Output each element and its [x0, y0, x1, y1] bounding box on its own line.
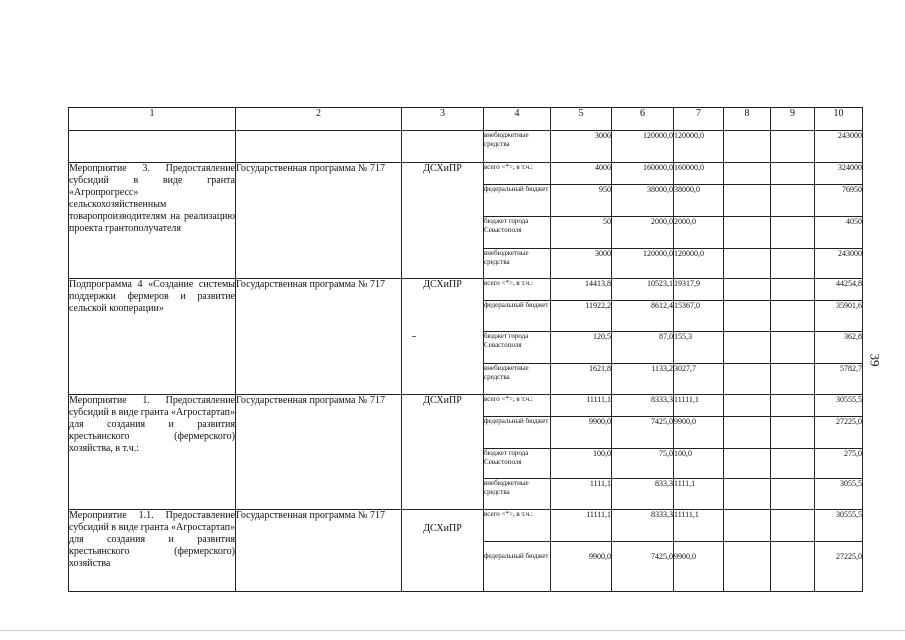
- value-col-7: 19317,9: [674, 279, 724, 301]
- value-col-9: [771, 249, 815, 279]
- value-col-10: 275,0: [815, 449, 863, 479]
- value-col-7: 3027,7: [674, 364, 724, 395]
- value-col-7: 2000,0: [674, 217, 724, 249]
- value-col-6: 7425,0: [612, 417, 674, 449]
- value-col-6: 8333,3: [612, 510, 674, 542]
- value-col-9: [771, 185, 815, 217]
- value-col-10: 4050: [815, 217, 863, 249]
- value-col-8: [724, 185, 771, 217]
- value-col-10: 35901,6: [815, 301, 863, 332]
- value-col-8: [724, 217, 771, 249]
- value-col-6: 87,0: [612, 332, 674, 364]
- header-col-1: 1: [69, 108, 236, 131]
- value-col-9: [771, 542, 815, 592]
- activity-name: Мероприятие 1.1. Предоставление субсидий в виде гранта «Агростартап» для создания и развития крестьянского (фермерского) хозяйства: [69, 510, 236, 592]
- value-col-6: 1133,2: [612, 364, 674, 395]
- funding-source: федеральный бюджет: [484, 542, 551, 592]
- value-col-7: 155,3: [674, 332, 724, 364]
- value-col-5: 100,0: [551, 449, 612, 479]
- budget-table: [68, 107, 863, 592]
- value-col-8: [724, 542, 771, 592]
- empty-cell: [236, 131, 402, 163]
- value-col-5: 11922,2: [551, 301, 612, 332]
- program-name: Государственная программа № 717: [236, 395, 402, 510]
- value-col-7: 160000,0: [674, 163, 724, 185]
- value-col-7: 15367,0: [674, 301, 724, 332]
- value-col-5: 1621,8: [551, 364, 612, 395]
- value-col-5: 14413,8: [551, 279, 612, 301]
- value-col-8: [724, 301, 771, 332]
- table-row: [69, 395, 863, 417]
- value-col-6: 120000,0: [612, 131, 674, 163]
- header-col-6: 6: [612, 108, 674, 131]
- funding-source: всего <*>, в т.ч.:: [484, 279, 551, 301]
- value-col-9: [771, 279, 815, 301]
- value-col-5: 11111,1: [551, 395, 612, 417]
- value-col-9: [771, 131, 815, 163]
- program-name: Государственная программа № 717: [236, 279, 402, 395]
- value-col-10: 30555,5: [815, 395, 863, 417]
- table-row: [69, 279, 863, 301]
- funding-source: внебюджетные средства: [484, 249, 551, 279]
- value-col-8: [724, 332, 771, 364]
- value-col-5: 1111,1: [551, 479, 612, 510]
- value-col-9: [771, 417, 815, 449]
- executor: ДСХиПР: [402, 395, 484, 510]
- funding-source: бюджет города Севастополя: [484, 332, 551, 364]
- value-col-7: 9900,0: [674, 417, 724, 449]
- value-col-6: 120000,0: [612, 249, 674, 279]
- value-col-10: 324000: [815, 163, 863, 185]
- value-col-5: 9900,0: [551, 542, 612, 592]
- value-col-9: [771, 479, 815, 510]
- value-col-5: 11111,1: [551, 510, 612, 542]
- value-col-10: 362,8: [815, 332, 863, 364]
- value-col-7: 100,0: [674, 449, 724, 479]
- value-col-7: 11111,1: [674, 395, 724, 417]
- value-col-8: [724, 249, 771, 279]
- value-col-10: 76950: [815, 185, 863, 217]
- funding-source: всего <*>, в т.ч.:: [484, 395, 551, 417]
- funding-source: бюджет города Севастополя: [484, 217, 551, 249]
- value-col-7: 38000,0: [674, 185, 724, 217]
- scan-mark: [412, 336, 416, 337]
- value-col-9: [771, 510, 815, 542]
- value-col-9: [771, 332, 815, 364]
- value-col-7: 120000,0: [674, 249, 724, 279]
- value-col-6: 38000,0: [612, 185, 674, 217]
- value-col-9: [771, 163, 815, 185]
- header-col-8: 8: [724, 108, 771, 131]
- value-col-10: 243000: [815, 249, 863, 279]
- table-row: [69, 510, 863, 542]
- value-col-8: [724, 510, 771, 542]
- value-col-10: 243000: [815, 131, 863, 163]
- header-col-3: 3: [402, 108, 484, 131]
- value-col-6: 75,0: [612, 449, 674, 479]
- page-number: 39: [867, 353, 883, 367]
- value-col-8: [724, 364, 771, 395]
- executor: ДСХиПР: [402, 510, 484, 592]
- value-col-6: 8612,4: [612, 301, 674, 332]
- value-col-7: 1111,1: [674, 479, 724, 510]
- value-col-5: 4000: [551, 163, 612, 185]
- page-bottom-edge: [0, 630, 905, 631]
- value-col-8: [724, 279, 771, 301]
- value-col-9: [771, 301, 815, 332]
- activity-name: Мероприятие 3. Предоставление субсидий в виде гранта «Агропрогресс» сельскохозяйственным товаропроизводителям на реализацию проекта грантополучателя: [69, 163, 236, 279]
- value-col-9: [771, 217, 815, 249]
- value-col-9: [771, 395, 815, 417]
- executor: ДСХиПР: [402, 279, 484, 395]
- value-col-5: 950: [551, 185, 612, 217]
- value-col-8: [724, 479, 771, 510]
- value-col-7: 9900,0: [674, 542, 724, 592]
- header-col-4: 4: [484, 108, 551, 131]
- value-col-8: [724, 163, 771, 185]
- value-col-6: 8333,3: [612, 395, 674, 417]
- header-col-9: 9: [771, 108, 815, 131]
- value-col-9: [771, 449, 815, 479]
- value-col-7: 120000,0: [674, 131, 724, 163]
- value-col-6: 7425,0: [612, 542, 674, 592]
- value-col-10: 27225,0: [815, 417, 863, 449]
- header-col-7: 7: [674, 108, 724, 131]
- header-col-5: 5: [551, 108, 612, 131]
- value-col-5: 120,5: [551, 332, 612, 364]
- value-col-8: [724, 449, 771, 479]
- funding-source: бюджет города Севастополя: [484, 449, 551, 479]
- value-col-7: 11111,1: [674, 510, 724, 542]
- value-col-8: [724, 417, 771, 449]
- funding-source: федеральный бюджет: [484, 185, 551, 217]
- funding-source: федеральный бюджет: [484, 301, 551, 332]
- empty-cell: [69, 131, 236, 163]
- value-col-6: 2000,0: [612, 217, 674, 249]
- header-col-2: 2: [236, 108, 402, 131]
- value-col-5: 9900,0: [551, 417, 612, 449]
- activity-name: Мероприятие 1. Предоставление субсидий в виде гранта «Агростартап» для создания и развития крестьянского (фермерского) хозяйства, в т.ч.:: [69, 395, 236, 510]
- value-col-6: 160000,0: [612, 163, 674, 185]
- funding-source: внебюджетные средства: [484, 479, 551, 510]
- funding-source: внебюджетные средства: [484, 364, 551, 395]
- value-col-9: [771, 364, 815, 395]
- value-col-10: 30555,5: [815, 510, 863, 542]
- subprogram-name: Подпрограмма 4 «Создание системы поддержки фермеров и развитие сельской кооперации»: [69, 279, 236, 395]
- value-col-6: 833,3: [612, 479, 674, 510]
- funding-source: всего <*>, в т.ч.:: [484, 510, 551, 542]
- table-row: [69, 131, 863, 163]
- value-col-10: 3055,5: [815, 479, 863, 510]
- value-col-10: 44254,8: [815, 279, 863, 301]
- funding-source: всего <*>, в т.ч.:: [484, 163, 551, 185]
- value-col-6: 10523,1: [612, 279, 674, 301]
- value-col-10: 27225,0: [815, 542, 863, 592]
- funding-source: внебюджетные средства: [484, 131, 551, 163]
- program-name: Государственная программа № 717: [236, 163, 402, 279]
- value-col-8: [724, 131, 771, 163]
- executor: ДСХиПР: [402, 163, 484, 279]
- header-row: [69, 108, 863, 131]
- empty-cell: [402, 131, 484, 163]
- value-col-8: [724, 395, 771, 417]
- funding-source: федеральный бюджет: [484, 417, 551, 449]
- program-name: Государственная программа № 717: [236, 510, 402, 592]
- value-col-5: 3000: [551, 249, 612, 279]
- table-row: [69, 163, 863, 185]
- value-col-5: 50: [551, 217, 612, 249]
- header-col-10: 10: [815, 108, 863, 131]
- value-col-10: 5782,7: [815, 364, 863, 395]
- value-col-5: 3000: [551, 131, 612, 163]
